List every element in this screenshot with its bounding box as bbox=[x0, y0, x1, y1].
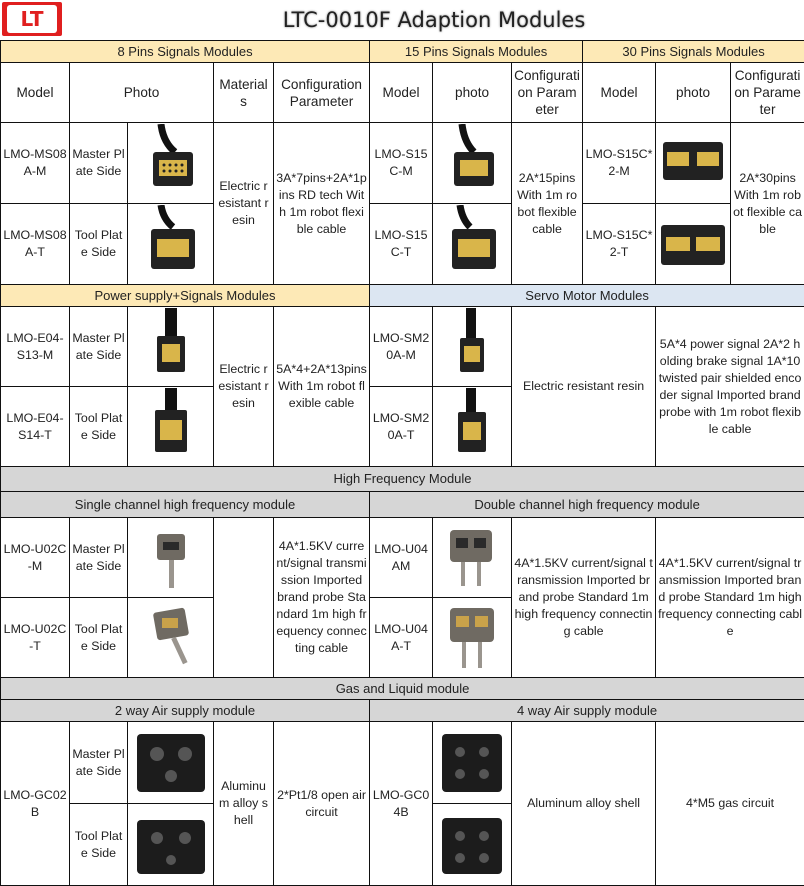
model-sm20a-m: LMO-SM20A-M bbox=[370, 307, 433, 387]
side-tool: Tool Plate Side bbox=[70, 387, 128, 467]
photo-s15c2-t bbox=[656, 204, 731, 285]
config-u04a-b: 4A*1.5KV current/signal transmission Imported brand probe Standard 1m high frequency connecting cable bbox=[656, 518, 804, 678]
config-15pins: 2A*15pins With 1m robot flexible cable bbox=[512, 123, 583, 285]
material-8pins: Electric resistant resin bbox=[214, 123, 274, 285]
photo-ms08a-m bbox=[128, 123, 214, 204]
section-30-pins: 30 Pins Signals Modules bbox=[583, 41, 804, 63]
header-photo-15: photo bbox=[433, 63, 512, 123]
header-model-30: Model bbox=[583, 63, 656, 123]
photo-u02c-t bbox=[128, 598, 214, 678]
photo-gc02b-t bbox=[128, 804, 214, 886]
side-tool: Tool Plate Side bbox=[70, 804, 128, 886]
config-gc04b: 4*M5 gas circuit bbox=[656, 722, 804, 886]
section-air-4way: 4 way Air supply module bbox=[370, 700, 804, 722]
header-config-15: Configuration Parameter bbox=[512, 63, 583, 123]
model-ms08a-t: LMO-MS08A-T bbox=[1, 204, 70, 285]
section-high-frequency: High Frequency Module bbox=[1, 467, 804, 492]
section-8-pins: 8 Pins Signals Modules bbox=[1, 41, 370, 63]
model-s15c2-m: LMO-S15C*2-M bbox=[583, 123, 656, 204]
title-bar bbox=[0, 0, 804, 40]
photo-sm20a-m bbox=[433, 307, 512, 387]
section-15-pins: 15 Pins Signals Modules bbox=[370, 41, 583, 63]
model-u02c-m: LMO-U02C-M bbox=[1, 518, 70, 598]
material-gc02b: Aluminum alloy shell bbox=[214, 722, 274, 886]
model-sm20a-t: LMO-SM20A-T bbox=[370, 387, 433, 467]
photo-s15c-t bbox=[433, 204, 512, 285]
modules-table bbox=[0, 40, 804, 886]
photo-s15c2-m bbox=[656, 123, 731, 204]
photo-ms08a-t bbox=[128, 204, 214, 285]
model-s15c-t: LMO-S15C-T bbox=[370, 204, 433, 285]
photo-e04-t bbox=[128, 387, 214, 467]
header-config-30: Configuration Parameter bbox=[731, 63, 804, 123]
model-u04a-t: LMO-U04A-T bbox=[370, 598, 433, 678]
photo-u04a-m bbox=[433, 518, 512, 598]
material-power: Electric resistant resin bbox=[214, 307, 274, 467]
config-30pins: 2A*30pins With 1m robot flexible cable bbox=[731, 123, 804, 285]
photo-gc04b-t bbox=[433, 804, 512, 886]
side-tool: Tool Plate Side bbox=[70, 204, 128, 285]
photo-e04-m bbox=[128, 307, 214, 387]
header-model: Model bbox=[1, 63, 70, 123]
header-photo: Photo bbox=[70, 63, 214, 123]
section-servo-motor: Servo Motor Modules bbox=[370, 285, 804, 307]
material-u02c-empty bbox=[214, 518, 274, 678]
model-gc04b: LMO-GC04B bbox=[370, 722, 433, 886]
header-config: Configuration Parameter bbox=[274, 63, 370, 123]
photo-u02c-m bbox=[128, 518, 214, 598]
section-power-signals: Power supply+Signals Modules bbox=[1, 285, 370, 307]
config-power: 5A*4+2A*13pins With 1m robot flexible cable bbox=[274, 307, 370, 467]
header-model-15: Model bbox=[370, 63, 433, 123]
side-tool: Tool Plate Side bbox=[70, 598, 128, 678]
config-servo: 5A*4 power signal 2A*2 holding brake signal 1A*10 twisted pair shielded encoder signal Imported brand probe with 1m robot flexible cable bbox=[656, 307, 804, 467]
material-servo: Electric resistant resin bbox=[512, 307, 656, 467]
side-master: Master Plate Side bbox=[70, 307, 128, 387]
section-hf-single: Single channel high frequency module bbox=[1, 492, 370, 518]
model-s15c2-t: LMO-S15C*2-T bbox=[583, 204, 656, 285]
header-materials: Materials bbox=[214, 63, 274, 123]
photo-gc04b-m bbox=[433, 722, 512, 804]
config-gc02b: 2*Pt1/8 open air circuit bbox=[274, 722, 370, 886]
model-u02c-t: LMO-U02C-T bbox=[1, 598, 70, 678]
material-gc04b: Aluminum alloy shell bbox=[512, 722, 656, 886]
model-gc02b: LMO-GC02B bbox=[1, 722, 70, 886]
model-e04-m: LMO-E04-S13-M bbox=[1, 307, 70, 387]
photo-s15c-m bbox=[433, 123, 512, 204]
lt-logo bbox=[2, 2, 62, 36]
model-s15c-m: LMO-S15C-M bbox=[370, 123, 433, 204]
header-photo-30: photo bbox=[656, 63, 731, 123]
side-master: Master Plate Side bbox=[70, 123, 128, 204]
section-hf-double: Double channel high frequency module bbox=[370, 492, 804, 518]
photo-gc02b-m bbox=[128, 722, 214, 804]
config-u04a-a: 4A*1.5KV current/signal transmission Imported brand probe Standard 1m high frequency connecting cable bbox=[512, 518, 656, 678]
model-e04-t: LMO-E04-S14-T bbox=[1, 387, 70, 467]
page-title: LTC-0010F Adaption Modules bbox=[64, 0, 804, 40]
section-air-2way: 2 way Air supply module bbox=[1, 700, 370, 722]
side-master: Master Plate Side bbox=[70, 518, 128, 598]
photo-u04a-t bbox=[433, 598, 512, 678]
config-u02c: 4A*1.5KV current/signal transmission Imported brand probe Standard 1m high frequency connecting cable bbox=[274, 518, 370, 678]
side-master: Master Plate Side bbox=[70, 722, 128, 804]
config-8pins: 3A*7pins+2A*1pins RD tech With 1m robot flexible cable bbox=[274, 123, 370, 285]
model-u04a-m: LMO-U04AM bbox=[370, 518, 433, 598]
section-gas-liquid: Gas and Liquid module bbox=[1, 678, 804, 700]
model-ms08a-m: LMO-MS08A-M bbox=[1, 123, 70, 204]
photo-sm20a-t bbox=[433, 387, 512, 467]
logo-text: LT bbox=[7, 5, 57, 33]
